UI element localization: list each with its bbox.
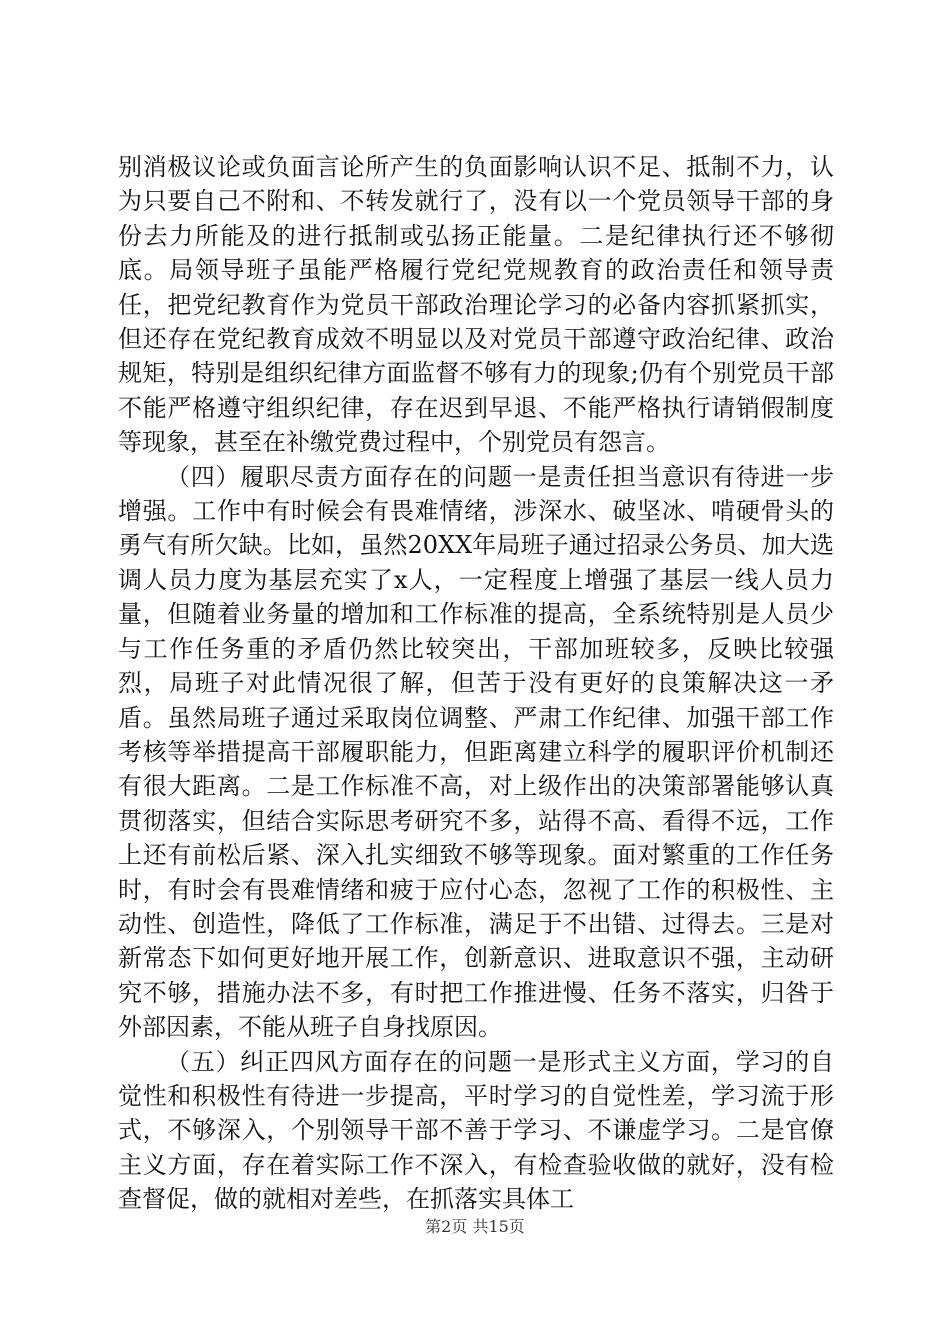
- paragraph-section-4: （四）履职尽责方面存在的问题一是责任担当意识有待进一步增强。工作中有时候会有畏难情绪，涉深水、破坚冰、啃硬骨头的勇气有所欠缺。比如，虽然20XX年局班子通过招录公务员、加大选调人员力度为基层充实了x人，一定程度上增强了基层一线人员力量，但随着业务量的增加和工作标准的提高，全系统特别是人员少与工作任务重的矛盾仍然比较突出，干部加班较多，反映比较强烈，局班子对此情况很了解，但苦于没有更好的良策解决这一矛盾。虽然局班子通过采取岗位调整、严肃工作纪律、加强干部工作考核等举措提高干部履职能力，但距离建立科学的履职评价机制还有很大距离。二是工作标准不高，对上级作出的决策部署能够认真贯彻落实，但结合实际思考研究不多，站得不高、看得不远，工作上还有前松后紧、深入扎实细致不够等现象。面对繁重的工作任务时，有时会有畏难情绪和疲于应付心态，忽视了工作的积极性、主动性、创造性，降低了工作标准，满足于不出错、过得去。三是对新常态下如何更好地开展工作，创新意识、进取意识不强，主动研究不够，措施办法不多，有时把工作推进慢、任务不落实，归咎于外部因素，不能从班子自身找原因。: [118, 462, 834, 1042]
- page-footer: 第2页 共15页: [425, 1217, 525, 1236]
- paragraph-section-5: （五）纠正四风方面存在的问题一是形式主义方面，学习的自觉性和积极性有待进一步提高，平时学习的自觉性差，学习流于形式，不够深入，个别领导干部不善于学习、不谦虚学习。二是官僚主义方面，存在着实际工作不深入，有检查验收做的就好，没有检查督促，做的就相对差些，在抓落实具体工: [118, 1047, 834, 1214]
- document-body: [118, 150, 834, 1217]
- paragraph-continuation: 别消极议论或负面言论所产生的负面影响认识不足、抵制不力，认为只要自己不附和、不转发就行了，没有以一个党员领导干部的身份去力所能及的进行抵制或弘扬正能量。二是纪律执行还不够彻底。局领导班子虽能严格履行党纪党规教育的政治责任和领导责任，把党纪教育作为党员干部政治理论学习的必备内容抓紧抓实，但还存在党纪教育成效不明显以及对党员干部遵守政治纪律、政治规矩，特别是组织纪律方面监督不够有力的现象;仍有个别党员干部不能严格遵守组织纪律，存在迟到早退、不能严格执行请销假制度等现象，甚至在补缴党费过程中，个别党员有怨言。: [118, 153, 834, 457]
